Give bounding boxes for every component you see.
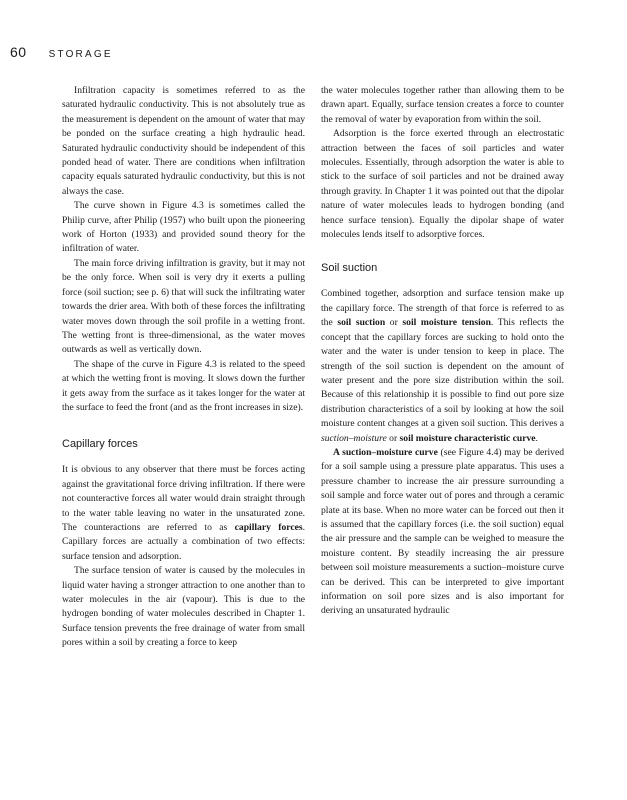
paragraph: Adsorption is the force exerted through an electrostatic attraction between the faces of soil particles and water molecules. Essentially, through adsorption the water is able to stick to the surface of soil particles and not be drained away through gravity. In Chapter 1 it was pointed out that the dipolar nature of water molecules leads to hydrogen bonding (and hence surface tension). Equally the dipolar shape of water molecules lends itself to adsorptive forces. [321,128,564,241]
paragraph [62,463,305,564]
section-label: STORAGE [48,49,113,60]
section-heading-capillary-forces: Capillary forces [62,438,138,451]
text-run: or [389,317,398,329]
left-column [62,84,305,651]
text-run: Combined together, adsorption and surface tension make up the capillary force. The strength of that force is referred to as the [321,288,564,329]
paragraph: The main force driving infiltration is gravity, but it may not be the only force. When soil is very dry it exerts a pulling force (soil suction; see p. 6) that will suck the infiltrating water towards the drier area. With both of these forces the infiltrating water moves down through the soil profile in a wetting front. The wetting front is three-dimensional, as the water moves outwards as well as vertically down. [62,257,305,356]
paragraph: The shape of the curve in Figure 4.3 is related to the speed at which the wetting front is moving. It slows down the further it gets away from the surface as it takes longer for the water at the surface to feed the front (and as the front increases in size). [62,358,305,413]
section-heading-soil-suction: Soil suction [321,262,378,275]
key-term: soil moisture characteristic curve [399,432,536,444]
key-term: A suction–moisture curve [333,446,438,458]
key-term: soil suction [337,317,386,329]
text-run: (see Figure 4.4) may be derived for a soil sample using a pressure plate apparatus. This uses a pressure chamber to increase the air pressure surrounding a soil sample and force water out of pores and through a ceramic plate at its base. When no more water can be forced out then it is assumed that the capillary forces (i.e. the soil suction) equal the air pressure and the sample can be weighed to measure the moisture content. By steadily increasing the air pressure between soil moisture measurements a suction–moisture curve can be derived. This can be interpreted to give important information on soil pore sizes and is also important for deriving an unsaturated hydraulic [321,446,564,617]
paragraph: the water molecules together rather than allowing them to be drawn apart. Equally, surface tension creates a force to counter the removal of water by evaporation from within the soil. [321,85,564,125]
text-run: . [535,432,538,444]
key-term: capillary forces [234,521,303,533]
key-term-italic: suction–moisture [321,432,387,444]
paragraph: Infiltration capacity is sometimes referred to as the saturated hydraulic conductivity. This is not absolutely true as the measurement is dependent on the amount of water that may be ponded on the surface creating a high hydraulic head. Saturated hydraulic conductivity should be independent of this ponded head of water. There are conditions when infiltration capacity equals saturated hydraulic conductivity, but this is not always the case. [62,85,305,197]
text-run: . This reflects the concept that the capillary forces are sucking to hold onto the water and the water is under tension to keep in place. The strength of the soil suction is dependent on the amount of water present and the pore size distribution within the soil. Because of this relationship it is possible to find out pore size distribution characteristics of a soil by looking at how the soil moisture content changes at a given soil suction. This derives a [321,317,564,430]
text-run: . Capillary forces are actually a combination of two effects: surface tension and adsorption. [62,521,306,562]
paragraph: The curve shown in Figure 4.3 is sometimes called the Philip curve, after Philip (1957) who built upon the pioneering work of Horton (1933) and provided sound theory for the infiltration of water. [62,200,305,255]
paragraph [321,446,564,619]
running-head [10,44,113,60]
paragraph: The surface tension of water is caused by the molecules in liquid water having a stronger attraction to one another than to water molecules in the air (vapour). This is due to the hydrogen bonding of water molecules described in Chapter 1. Surface tension prevents the free drainage of water from small pores within a soil by creating a force to keep [62,565,305,649]
page-number: 60 [10,44,27,60]
paragraph [321,287,564,445]
key-term: soil moisture tension [402,317,491,329]
text-run: or [389,432,398,444]
right-column [321,84,564,619]
text-run: It is obvious to any observer that there must be forces acting against the gravitational force driving infiltration. If there were not counteractive forces all water would drain straight through to the water table leaving no water in the unsaturated zone. The counteractions are referred to as [62,464,305,533]
